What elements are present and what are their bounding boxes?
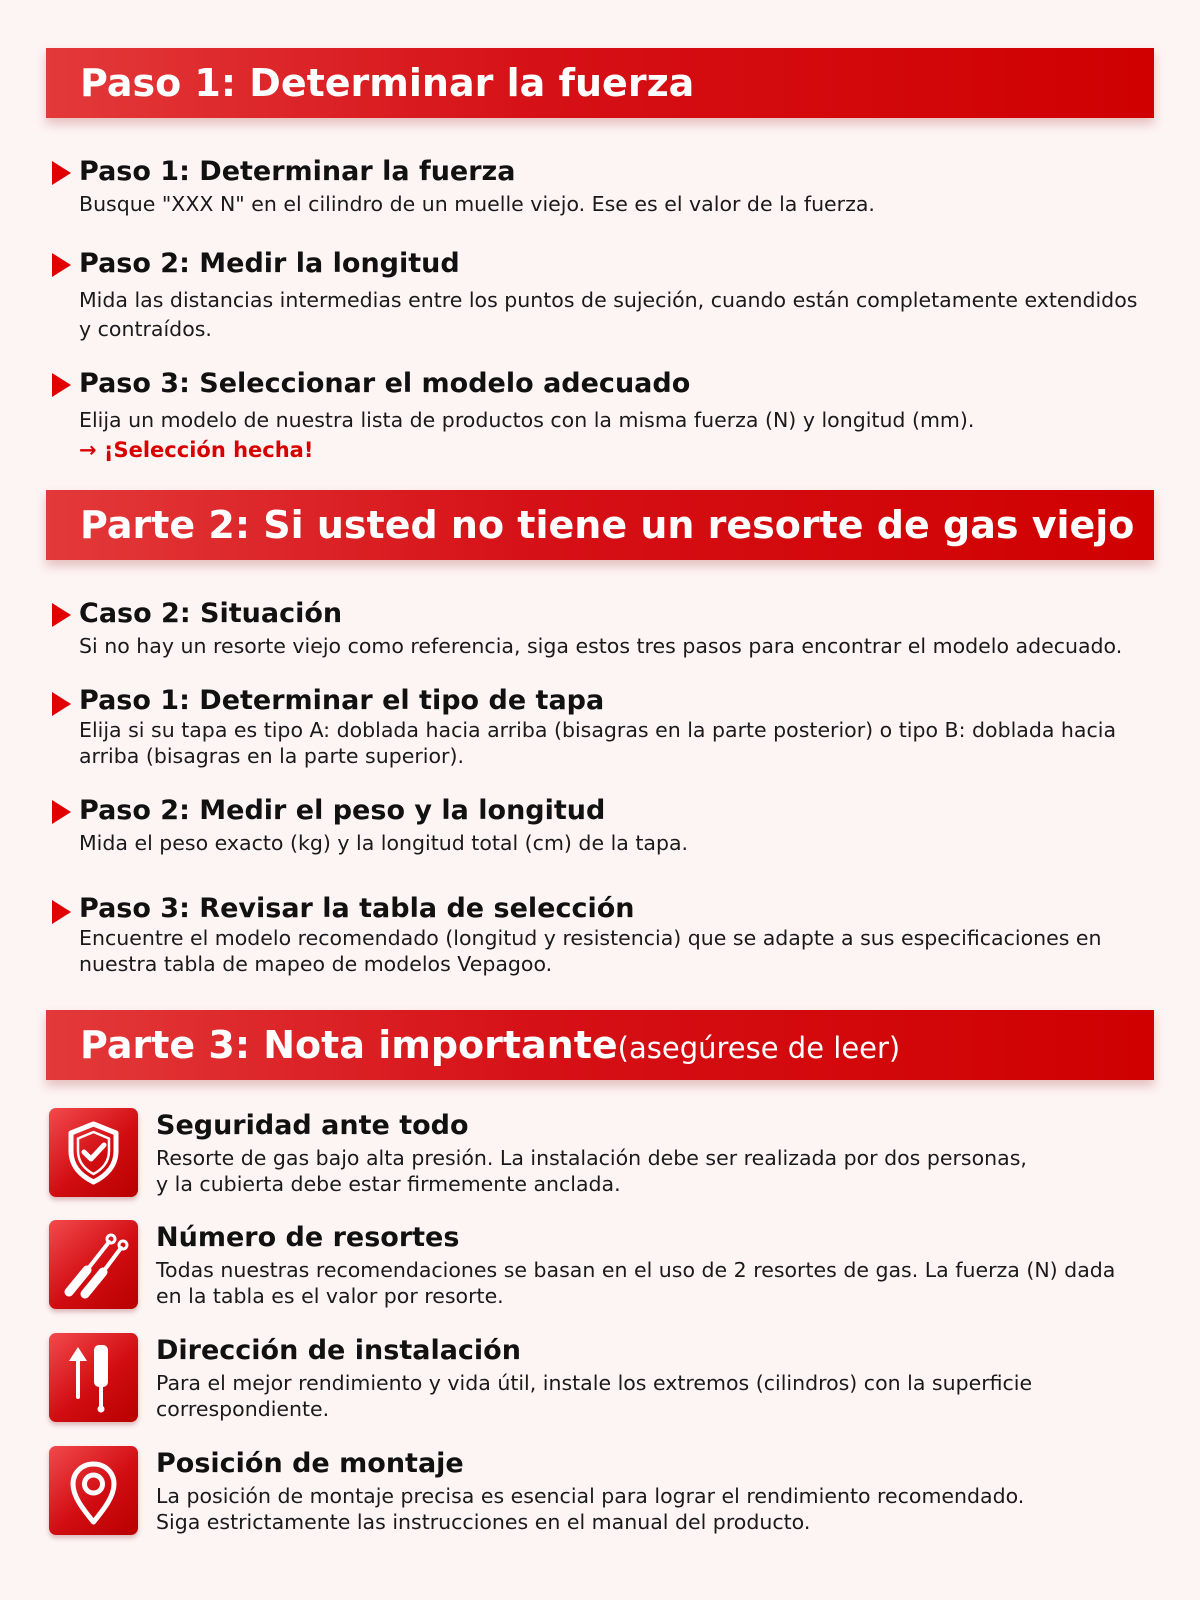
note-title: Dirección de instalación [156,1335,521,1366]
selection-done-note: → ¡Selección hecha! [79,438,314,462]
part2-heading: Parte 2: Si usted no tiene un resorte de gas viejo [80,503,1135,547]
part2-step-2 [52,793,1152,858]
note-line: en la tabla es el valor por resorte. [156,1284,504,1308]
note-line: Para el mejor rendimiento y vida útil, instale los extremos (cilindros) con la superficie [156,1371,1033,1395]
step-title: Caso 2: Situación [79,598,343,629]
note-title: Número de resortes [156,1222,460,1253]
step-title: Paso 3: Seleccionar el modelo adecuado [79,368,691,399]
step-title: Paso 2: Medir la longitud [79,248,460,279]
note-line: Siga estrictamente las instrucciones en el manual del producto. [156,1510,811,1534]
part1-banner [46,48,1154,118]
note-description [156,1483,1116,1535]
part3-banner [46,1010,1154,1080]
part2-banner [46,490,1154,560]
step-title: Paso 2: Medir el peso y la longitud [79,795,606,826]
note-line: correspondiente. [156,1397,330,1421]
note-spring-count [49,1220,1149,1312]
triangle-bullet-icon [52,900,71,924]
step-description: Encuentre el modelo recomendado (longitud y resistencia) que se adapte a sus especificaciones en nuestra tabla de mapeo de modelos Vepagoo. [79,926,1102,976]
note-line: y la cubierta debe estar firmemente anclada. [156,1172,621,1196]
part2-step-1 [52,685,1152,769]
gas-spring-pair-icon [49,1220,138,1309]
step-description: Elija un modelo de nuestra lista de productos con la misma fuerza (N) y longitud (mm). [79,408,975,432]
step-description: Si no hay un resorte viejo como referencia, siga estos tres pasos para encontrar el modelo adecuado. [79,634,1123,658]
note-line: La posición de montaje precisa es esencial para lograr el rendimiento recomendado. [156,1484,1025,1508]
part2-step-3 [52,893,1152,977]
part2-case [52,596,1152,661]
step-description: Elija si su tapa es tipo A: doblada hacia arriba (bisagras en la parte posterior) o tipo B: doblada hacia arriba (bisagras en la parte superior). [79,718,1117,768]
part1-step-2 [52,246,1152,344]
part3-heading: Parte 3: Nota importante [80,1023,618,1067]
note-safety [49,1108,1149,1200]
note-install-direction [49,1333,1149,1425]
triangle-bullet-icon [52,692,71,716]
location-pin-icon [49,1446,138,1535]
part1-step-3 [52,366,1152,465]
triangle-bullet-icon [52,603,71,627]
part3-heading-sub: (asegúrese de leer) [617,1031,901,1065]
step-description: Mida las distancias intermedias entre los puntos de sujeción, cuando están completamente extendidos y contraídos. [79,288,1138,341]
note-description [156,1257,1116,1309]
step-description: Busque "XXX N" en el cilindro de un muelle viejo. Ese es el valor de la fuerza. [79,192,875,216]
part1-heading: Paso 1: Determinar la fuerza [80,61,695,105]
shield-check-icon [49,1108,138,1197]
note-description [156,1145,1116,1197]
step-title: Paso 1: Determinar el tipo de tapa [79,685,605,716]
step-description: Mida el peso exacto (kg) y la longitud total (cm) de la tapa. [79,831,689,855]
note-title: Seguridad ante todo [156,1110,469,1141]
note-title: Posición de montaje [156,1448,464,1479]
triangle-bullet-icon [52,253,71,277]
step-title: Paso 3: Revisar la tabla de selección [79,893,635,924]
note-line: Resorte de gas bajo alta presión. La instalación debe ser realizada por dos personas, [156,1146,1027,1170]
note-mounting-position [49,1446,1149,1538]
note-line: Todas nuestras recomendaciones se basan en el uso de 2 resortes de gas. La fuerza (N) dada [156,1258,1116,1282]
triangle-bullet-icon [52,161,71,185]
install-direction-icon [49,1333,138,1422]
step-title: Paso 1: Determinar la fuerza [79,156,516,187]
part1-step-1 [52,154,1152,219]
note-description [156,1370,1116,1422]
triangle-bullet-icon [52,800,71,824]
triangle-bullet-icon [52,373,71,397]
